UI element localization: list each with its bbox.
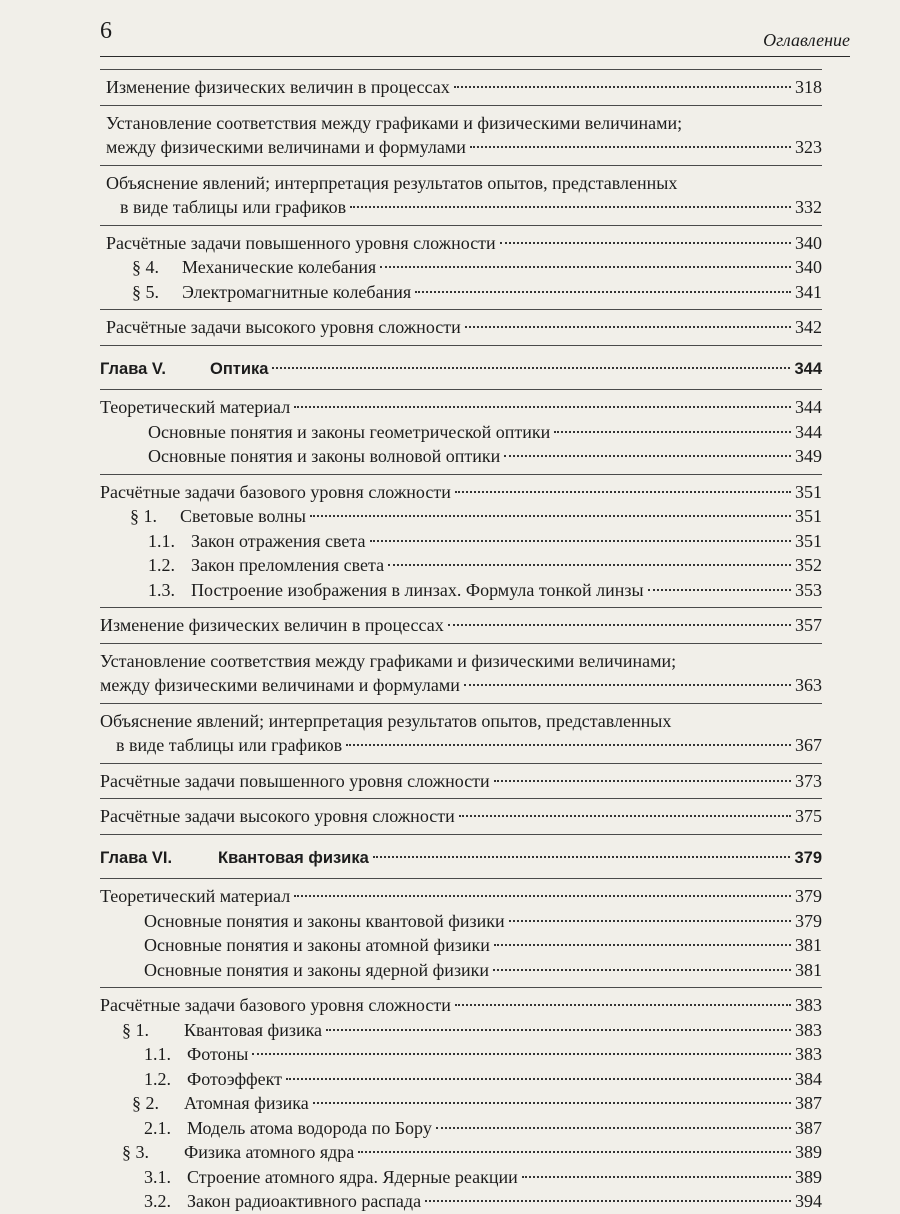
toc-entry (100, 309, 822, 340)
toc-entry-page: 357 (795, 615, 822, 635)
toc-subsection-number: 1.2. (148, 555, 175, 575)
toc-entry-title: в виде таблицы или графиков (116, 735, 343, 755)
toc-subsection-number: 1.1. (148, 530, 175, 551)
toc-entry-page: 344 (794, 359, 822, 378)
toc-entry-title: Строение атомного ядра. Ядерные реакции (187, 1166, 518, 1187)
toc-entry (100, 420, 822, 445)
toc-leader (310, 515, 791, 517)
toc-leader (252, 1053, 791, 1055)
toc-leader (465, 326, 791, 328)
toc-leader (493, 969, 791, 971)
toc-entry-title: между физическими величинами и формулами (100, 675, 460, 695)
toc-entry-page: 340 (795, 232, 822, 253)
toc-section-number: § 2. (132, 1093, 159, 1113)
toc-chapter-number: Глава V. (100, 359, 166, 378)
toc-leader (415, 291, 791, 293)
toc-section (100, 1091, 822, 1116)
toc-entry (100, 643, 822, 698)
toc-entry-page: 344 (795, 397, 822, 417)
running-title: Оглавление (763, 30, 850, 50)
toc-entry-title: Основные понятия и законы атомной физики (144, 935, 490, 955)
toc-entry-page: 363 (795, 675, 822, 695)
toc-entry-title: Модель атома водорода по Бору (187, 1117, 432, 1138)
toc-entry-title: Изменение физических величин в процессах (100, 615, 444, 635)
toc-entry-title: Основные понятия и законы волновой оптики (148, 446, 501, 466)
toc-entry-page: 351 (795, 506, 822, 526)
toc-entry (100, 607, 822, 638)
toc-entry-title: Механические колебания (182, 257, 377, 277)
toc-entry-page: 318 (795, 77, 822, 97)
toc-entry (100, 933, 822, 958)
toc-entry-page: 342 (795, 317, 822, 337)
toc-leader (370, 540, 792, 542)
toc-leader (509, 920, 791, 922)
toc-subsection (100, 578, 822, 603)
toc-chapter (100, 345, 822, 385)
toc-chapter-number: Глава VI. (100, 848, 173, 867)
toc-entry-title: Построение изображения в линзах. Формула тонкой линзы (191, 579, 644, 600)
toc-entry (100, 763, 822, 794)
toc-entry (100, 878, 822, 909)
toc-entry-title: Фотоны (187, 1044, 249, 1064)
toc-leader (448, 624, 791, 626)
toc-entry-title: Расчётные задачи высокого уровня сложности (106, 317, 461, 337)
toc-subsection-number: 1.1. (144, 1044, 171, 1064)
toc-leader (313, 1102, 791, 1104)
toc-leader (455, 491, 791, 493)
toc-entry-title: Теоретический материал (100, 397, 291, 417)
toc-entry-title: Физика атомного ядра (184, 1142, 355, 1162)
toc-section-number: § 5. (132, 281, 159, 302)
toc-section-number: § 4. (132, 257, 159, 277)
toc-leader (648, 589, 791, 591)
toc-entry-page: 383 (795, 1019, 822, 1040)
toc-leader (494, 944, 791, 946)
toc-entry-page: 381 (795, 935, 822, 955)
toc-entry-title: в виде таблицы или графиков (120, 197, 347, 217)
toc-chapter-title: Квантовая физика (218, 848, 369, 867)
toc-subsection (100, 1067, 822, 1092)
toc-entry-title: Расчётные задачи повышенного уровня сложности (100, 770, 490, 791)
toc-entry (100, 105, 822, 160)
toc-entry-page: 387 (795, 1117, 822, 1138)
toc-subsection (100, 553, 822, 578)
toc-entry-title: Расчётные задачи повышенного уровня сложности (106, 232, 496, 253)
toc-leader (494, 780, 791, 782)
toc-entry-page: 373 (795, 770, 822, 791)
toc-subsection-number: 3.1. (144, 1166, 171, 1187)
toc-chapter (100, 834, 822, 874)
toc-entry-title-line1: Объяснение явлений; интерпретация результатов опытов, представленных (106, 172, 678, 193)
toc-leader (326, 1029, 791, 1031)
toc-leader (464, 684, 791, 686)
toc-entry-page: 344 (795, 421, 822, 442)
toc-entry-page: 389 (795, 1166, 822, 1187)
toc-subsection (100, 1189, 822, 1214)
toc-entry-page: 367 (795, 735, 822, 755)
toc-section-number: § 1. (122, 1019, 149, 1040)
toc-entry-page: 394 (795, 1191, 822, 1211)
toc-entry-page: 379 (794, 848, 822, 867)
toc-entry-title: Квантовая физика (184, 1019, 323, 1040)
toc-subsection (100, 1042, 822, 1067)
toc-entry-page: 383 (795, 995, 822, 1015)
toc-entry-title: Закон радиоактивного распада (187, 1191, 422, 1211)
toc-subsection (100, 1165, 822, 1190)
toc-entry-title: Закон преломления света (191, 555, 385, 575)
toc-section-number: § 3. (122, 1142, 149, 1162)
toc-leader (500, 242, 791, 244)
toc-entry-page: 379 (795, 910, 822, 931)
toc-section (100, 280, 822, 305)
toc-section-number: § 1. (130, 506, 157, 526)
toc-entry (100, 958, 822, 983)
toc-chapter-title: Оптика (210, 359, 269, 378)
toc-leader (554, 431, 791, 433)
toc-entry-title: Основные понятия и законы геометрической оптики (148, 421, 551, 442)
toc-entry-page: 387 (795, 1093, 822, 1113)
toc-entry-page: 375 (795, 806, 822, 826)
toc-leader (455, 1004, 791, 1006)
toc-entry-title: Теоретический материал (100, 886, 291, 906)
toc-entry-page: 332 (795, 197, 822, 217)
page-number: 6 (100, 18, 112, 44)
toc-entry-page: 341 (795, 281, 822, 302)
header-rule (100, 56, 850, 57)
toc-subsection-number: 2.1. (144, 1117, 171, 1138)
toc-entry (100, 389, 822, 420)
toc-entry-title: Закон отражения света (191, 530, 366, 551)
toc-leader (286, 1078, 791, 1080)
toc-subsection-number: 3.2. (144, 1191, 171, 1211)
toc-entry (100, 798, 822, 829)
toc-subsection (100, 529, 822, 554)
toc-entry-page: 353 (795, 579, 822, 600)
toc-section (100, 1018, 822, 1043)
toc-entry (100, 909, 822, 934)
toc-entry-page: 381 (795, 959, 822, 980)
toc-entry (100, 69, 822, 100)
table-of-contents (100, 64, 822, 1214)
toc-entry-title: Расчётные задачи высокого уровня сложности (100, 806, 455, 826)
toc-entry-title: Атомная физика (184, 1093, 309, 1113)
toc-leader (436, 1127, 791, 1129)
toc-subsection-number: 1.2. (144, 1068, 171, 1089)
toc-leader (350, 206, 791, 208)
toc-leader (454, 86, 791, 88)
toc-leader (358, 1151, 791, 1153)
toc-leader (459, 815, 791, 817)
toc-entry-title-line1: Объяснение явлений; интерпретация результатов опытов, представленных (100, 710, 672, 731)
toc-entry-title: Электромагнитные колебания (182, 281, 412, 302)
toc-entry-title: Основные понятия и законы ядерной физики (144, 959, 490, 980)
toc-leader (522, 1176, 791, 1178)
toc-leader (272, 367, 790, 369)
toc-entry-title: Изменение физических величин в процессах (106, 77, 450, 97)
toc-entry-title: между физическими величинами и формулами (106, 137, 466, 157)
toc-entry-page: 351 (795, 481, 822, 502)
toc-subsection (100, 1116, 822, 1141)
toc-leader (425, 1200, 791, 1202)
toc-entry-page: 384 (795, 1068, 822, 1089)
page-header (100, 8, 850, 52)
toc-leader (294, 895, 791, 897)
toc-leader (373, 856, 791, 858)
toc-entry-title-line1: Установление соответствия между графиками и физическими величинами; (100, 650, 677, 671)
toc-entry (100, 165, 822, 220)
toc-entry (100, 703, 822, 758)
toc-entry-page: 351 (795, 530, 822, 551)
toc-entry-title: Основные понятия и законы квантовой физики (144, 910, 505, 931)
toc-entry-page: 379 (795, 886, 822, 906)
toc-entry-page: 323 (795, 137, 822, 157)
toc-section (100, 1140, 822, 1165)
toc-entry-title: Фотоэффект (187, 1068, 283, 1089)
toc-entry-title: Расчётные задачи базового уровня сложности (100, 995, 451, 1015)
toc-section (100, 504, 822, 529)
toc-subsection-number: 1.3. (148, 579, 175, 600)
toc-leader (504, 455, 791, 457)
toc-entry (100, 987, 822, 1018)
toc-leader (470, 146, 791, 148)
toc-entry-page: 352 (795, 555, 822, 575)
toc-section (100, 255, 822, 280)
toc-entry (100, 474, 822, 505)
toc-entry-page: 389 (795, 1142, 822, 1162)
toc-entry-page: 383 (795, 1044, 822, 1064)
toc-leader (294, 406, 791, 408)
toc-leader (388, 564, 791, 566)
toc-entry-title: Световые волны (180, 506, 306, 526)
toc-entry-page: 349 (795, 446, 822, 466)
toc-entry (100, 225, 822, 256)
toc-entry (100, 444, 822, 469)
toc-entry-page: 340 (795, 257, 822, 277)
toc-entry-title: Расчётные задачи базового уровня сложности (100, 481, 451, 502)
toc-leader (346, 744, 791, 746)
toc-leader (380, 266, 791, 268)
toc-entry-title-line1: Установление соответствия между графиками и физическими величинами; (106, 112, 683, 133)
